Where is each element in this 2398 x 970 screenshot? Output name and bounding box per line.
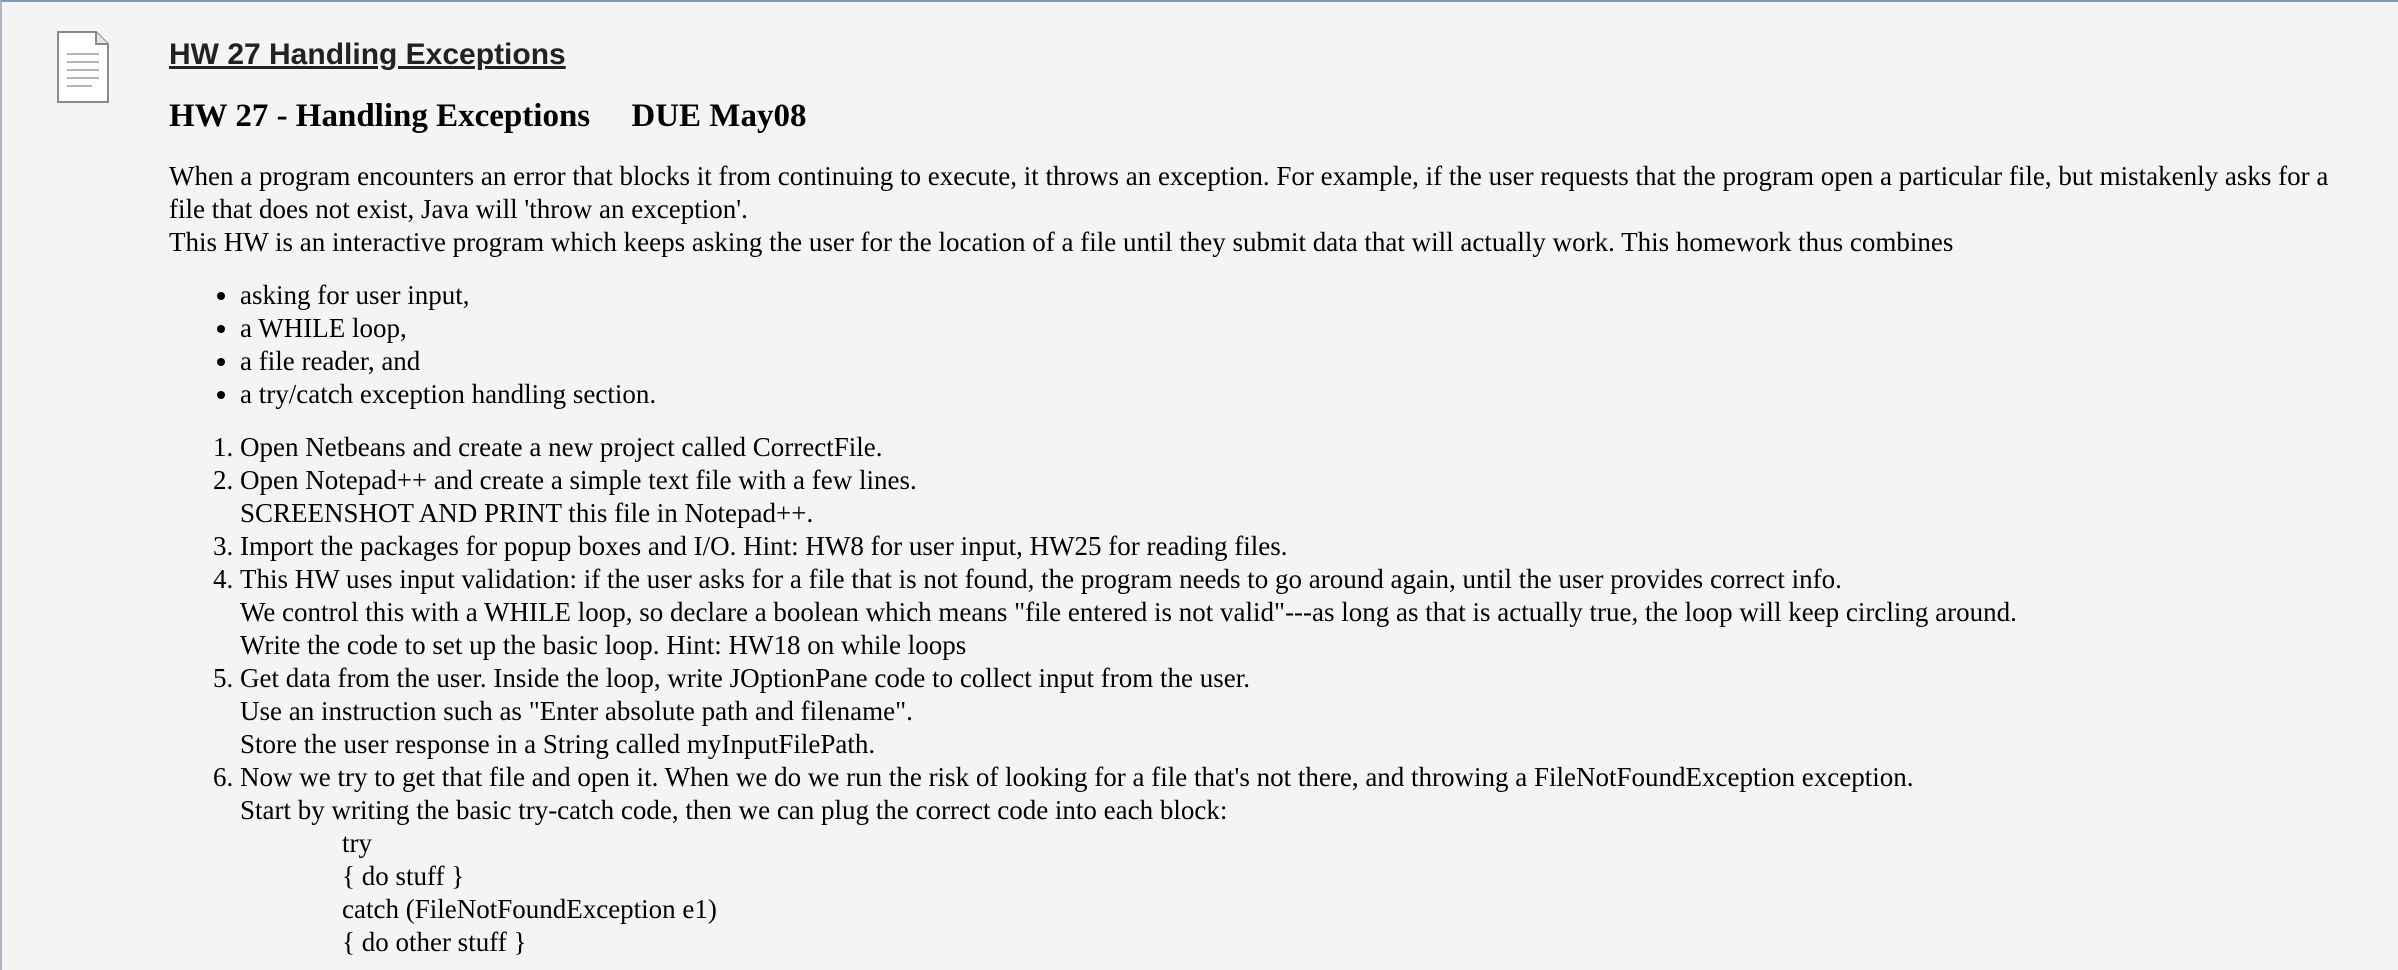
step-item <box>240 563 2369 662</box>
code-block <box>342 827 2369 959</box>
step-item <box>240 662 2369 761</box>
step-text: Start by writing the basic try-catch code, then we can plug the correct code into each block: <box>240 795 1228 825</box>
steps-list <box>169 431 2369 959</box>
step-text: 6. Now we try to get that file and open it. When we do we run the risk of looking for a file that's not there, and throwing a FileNotFoundException exception. <box>240 762 1914 792</box>
step-item <box>240 464 2369 530</box>
code-line: catch (FileNotFoundException e1) <box>342 894 717 924</box>
step-text: 2. Open Notepad++ and create a simple text file with a few lines. <box>240 465 917 495</box>
step-text: Write the code to set up the basic loop. Hint: HW18 on while loops <box>240 630 967 660</box>
step-text: 4. This HW uses input validation: if the user asks for a file that is not found, the program needs to go around again, until the user provides correct info. <box>240 564 1842 594</box>
step-text: Use an instruction such as "Enter absolute path and filename". <box>240 696 913 726</box>
list-item: • asking for user input, <box>240 279 2369 312</box>
list-item: • a try/catch exception handling section. <box>240 378 2369 411</box>
bullet-list <box>169 279 2369 411</box>
step-text: 1. Open Netbeans and create a new project called CorrectFile. <box>240 432 883 462</box>
list-item: • a WHILE loop, <box>240 312 2369 345</box>
intro-paragraph <box>169 160 2369 259</box>
document-icon <box>56 30 110 104</box>
code-line: { do other stuff } <box>342 927 527 957</box>
step-item <box>240 431 2369 464</box>
code-line: { do stuff } <box>342 861 465 891</box>
step-text: Store the user response in a String called myInputFilePath. <box>240 729 876 759</box>
step-text: SCREENSHOT AND PRINT this file in Notepad++. <box>240 498 814 528</box>
step-item <box>240 761 2369 959</box>
step-text: We control this with a WHILE loop, so declare a boolean which means "file entered is not valid"---as long as that is actually true, the loop will keep circling around. <box>240 597 2017 627</box>
step-text: 3. Import the packages for popup boxes and I/O. Hint: HW8 for user input, HW25 for reading files. <box>240 531 1288 561</box>
item-content <box>169 34 2369 959</box>
step-text: 5. Get data from the user. Inside the loop, write JOptionPane code to collect input from the user. <box>240 663 1250 693</box>
intro-text: This HW is an interactive program which keeps asking the user for the location of a file until they submit data that will actually work. This homework thus combines <box>169 227 1954 257</box>
page-title: HW 27 - Handling Exceptions DUE May08 <box>169 98 807 134</box>
intro-text: When a program encounters an error that blocks it from continuing to execute, it throws an exception. For example, if the user requests that the program open a particular file, but mistakenly asks for a file that does not exist, Java will 'throw an exception'. <box>169 161 2329 224</box>
list-item: • a file reader, and <box>240 345 2369 378</box>
step-item <box>240 530 2369 563</box>
item-title-link[interactable]: HW 27 Handling Exceptions <box>169 38 566 71</box>
code-line: try <box>342 828 372 858</box>
